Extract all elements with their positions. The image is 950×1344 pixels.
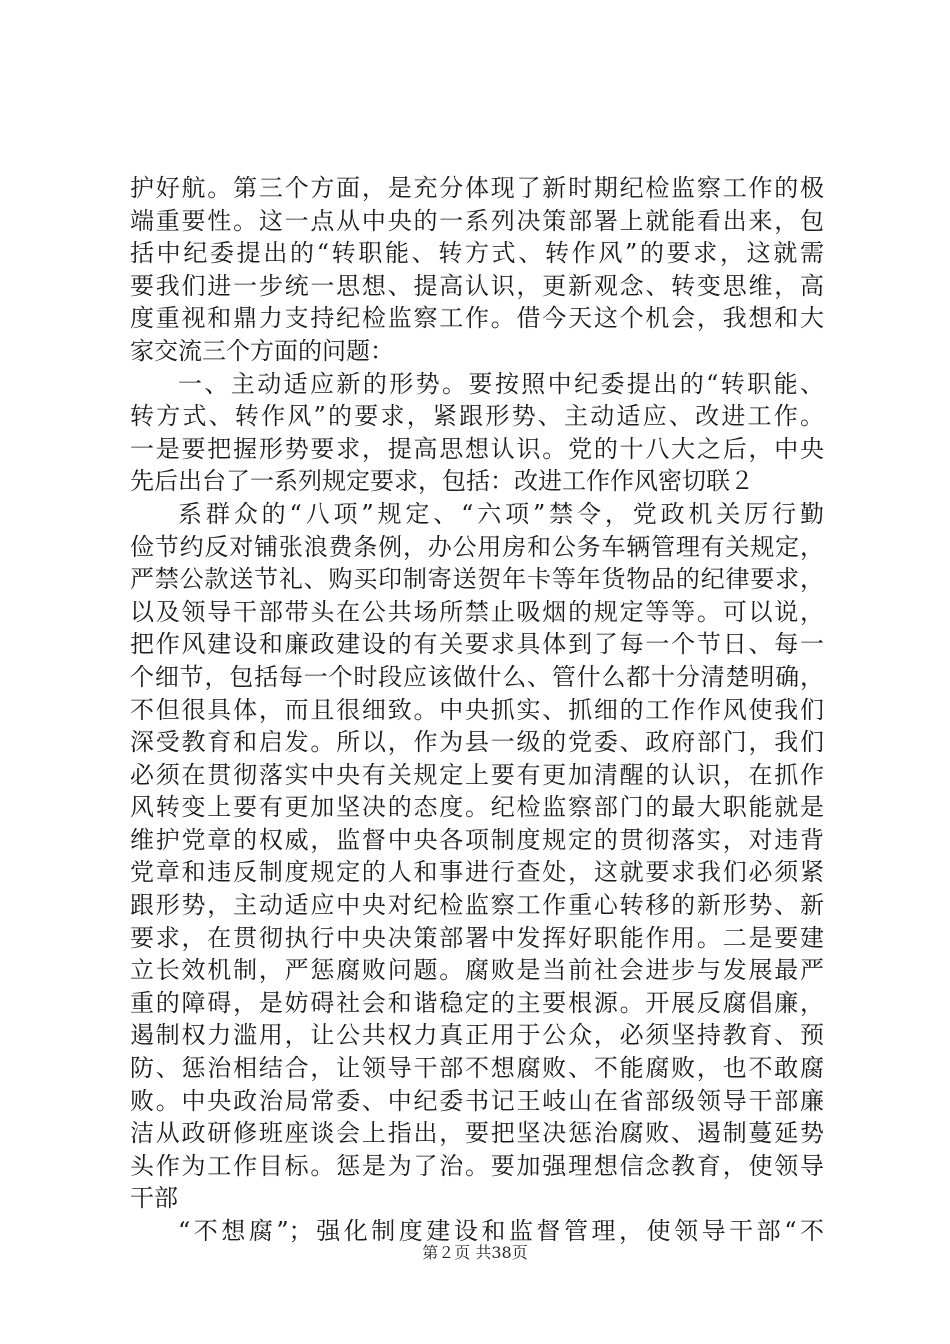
text-line: 要我们进一步统一思想、提高认识，更新观念、转变思维，高 bbox=[130, 271, 824, 300]
text-line: 立长效机制，严惩腐败问题。腐败是当前社会进步与发展最严 bbox=[130, 956, 824, 985]
text-line: 跟形势，主动适应中央对纪检监察工作重心转移的新形势、新 bbox=[130, 891, 824, 920]
text-line: 个细节，包括每一个时段应该做什么、管什么都十分清楚明确， bbox=[130, 662, 824, 691]
text-line: 不但很具体，而且很细致。中央抓实、抓细的工作作风使我们 bbox=[130, 695, 824, 724]
text-line: 要求，在贯彻执行中央决策部署中发挥好职能作用。二是要建 bbox=[130, 923, 824, 952]
text-line: 括中纪委提出的“转职能、转方式、转作风”的要求，这就需 bbox=[130, 239, 824, 268]
text-line: 防、惩治相结合，让领导干部不想腐败、不能腐败，也不敢腐 bbox=[130, 1054, 824, 1083]
text-line: “不想腐”；强化制度建设和监督管理，使领导干部“不 bbox=[178, 1217, 824, 1245]
text-line: 家交流三个方面的问题： bbox=[130, 336, 394, 365]
text-line: 系群众的“八项”规定、“六项”禁令，党政机关厉行勤 bbox=[178, 499, 824, 528]
text-line: 先后出台了一系列规定要求，包括：改进工作作风密切联２ bbox=[130, 467, 754, 496]
text-line: 以及领导干部带头在公共场所禁止吸烟的规定等等。可以说， bbox=[130, 597, 824, 626]
text-line: 必须在贯彻落实中央有关规定上要有更加清醒的认识，在抓作 bbox=[130, 760, 824, 789]
text-line: 转方式、转作风”的要求，紧跟形势、主动适应、改进工作。 bbox=[130, 402, 824, 431]
text-line: 头作为工作目标。惩是为了治。要加强理想信念教育，使领导 bbox=[130, 1151, 824, 1180]
text-line: 严禁公款送节礼、购买印制寄送贺年卡等年货物品的纪律要求， bbox=[130, 565, 824, 594]
body-text bbox=[130, 172, 824, 1248]
text-line: 洁从政研修班座谈会上指出，要把坚决惩治腐败、遏制蔓延势 bbox=[130, 1119, 824, 1148]
text-line: 风转变上要有更加坚决的态度。纪检监察部门的最大职能就是 bbox=[130, 793, 824, 822]
text-line: 度重视和鼎力支持纪检监察工作。借今天这个机会，我想和大 bbox=[130, 304, 824, 333]
text-line: 党章和违反制度规定的人和事进行查处，这就要求我们必须紧 bbox=[130, 858, 824, 887]
text-line: 遏制权力滥用，让公共权力真正用于公众，必须坚持教育、预 bbox=[130, 1021, 824, 1050]
text-line: 败。中央政治局常委、中纪委书记王岐山在省部级领导干部廉 bbox=[130, 1086, 824, 1115]
text-line: 俭节约反对铺张浪费条例，办公用房和公务车辆管理有关规定， bbox=[130, 532, 824, 561]
text-line: 深受教育和启发。所以，作为县一级的党委、政府部门，我们 bbox=[130, 728, 824, 757]
text-line: 维护党章的权威，监督中央各项制度规定的贯彻落实，对违背 bbox=[130, 825, 824, 854]
text-line: 把作风建设和廉政建设的有关要求具体到了每一个节日、每一 bbox=[130, 630, 824, 659]
text-line: 一、主动适应新的形势。要按照中纪委提出的“转职能、 bbox=[178, 369, 824, 398]
text-line: 护好航。第三个方面，是充分体现了新时期纪检监察工作的极 bbox=[130, 174, 824, 202]
text-line: 一是要把握形势要求，提高思想认识。党的十八大之后，中央 bbox=[130, 434, 824, 463]
text-line: 端重要性。这一点从中央的一系列决策部署上就能看出来，包 bbox=[130, 206, 824, 235]
text-line: 重的障碍，是妨碍社会和谐稳定的主要根源。开展反腐倡廉， bbox=[130, 988, 824, 1017]
page-number-footer: 第２页 共38页 bbox=[422, 1243, 528, 1262]
text-line: 干部 bbox=[130, 1184, 178, 1213]
